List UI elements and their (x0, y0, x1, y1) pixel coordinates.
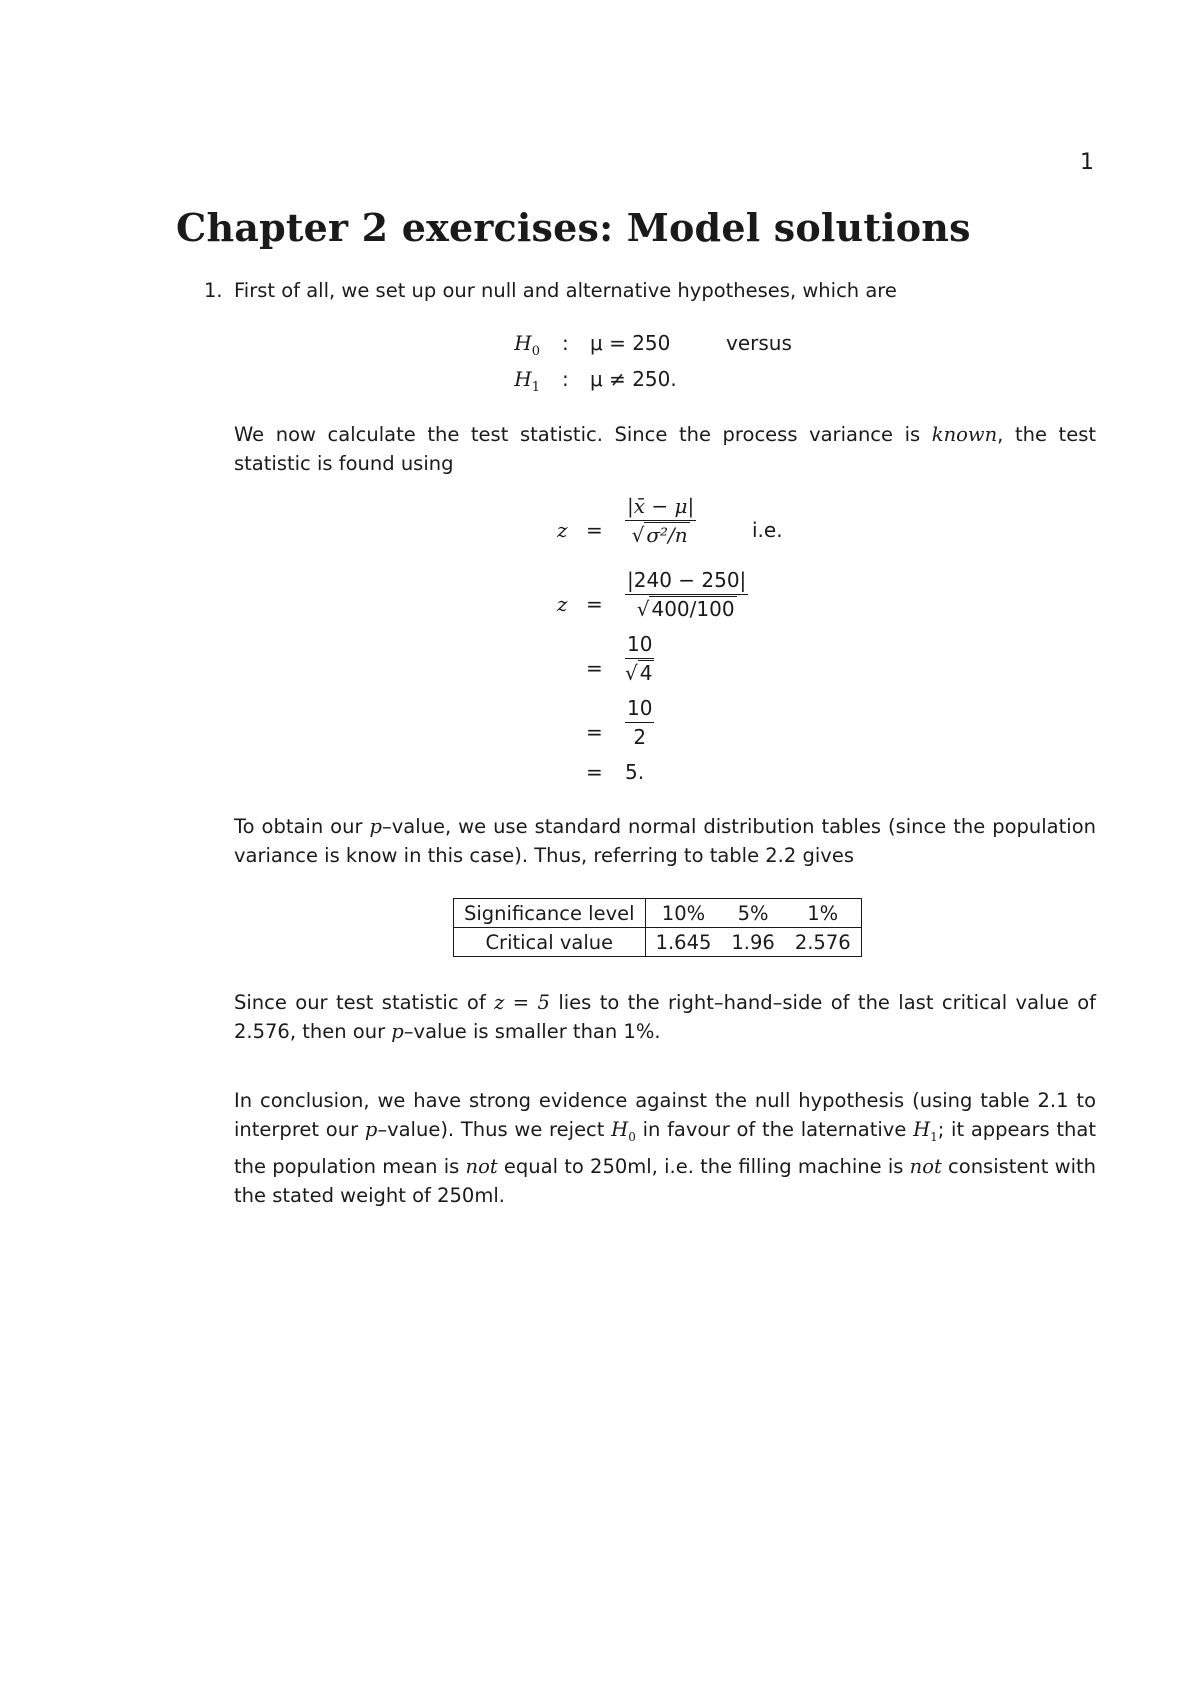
table-cell: 2.576 (785, 928, 861, 957)
not-emphasis: not (909, 1154, 942, 1178)
table-row-label: Significance level (454, 899, 646, 928)
eq-equals-5: = (586, 760, 603, 784)
hypothesis-alternative (490, 362, 790, 396)
pvalue-text-a: To obtain our (234, 815, 363, 838)
known-emphasis: known (931, 423, 998, 446)
table-row (454, 928, 862, 957)
h0-statement: μ = 250 (590, 331, 671, 355)
p-symbol: p (364, 1118, 378, 1141)
eq-z-1: z (557, 518, 568, 542)
p-symbol: p (369, 815, 382, 838)
table-cell: 5% (721, 899, 784, 928)
step2-denominator: 4 (639, 661, 653, 685)
h0-inline: $H_0$ (611, 1118, 636, 1144)
since-text (234, 988, 1096, 1046)
h1-inline: $H_1$ (913, 1118, 938, 1144)
conclusion-text-b: –value). Thus we reject (377, 1118, 605, 1141)
versus-label: versus (726, 331, 792, 355)
eq-step2-fraction: $\frac{10}{√ 4}$ (625, 632, 653, 685)
eq-equals-3: = (586, 656, 603, 680)
table-cell: 1.645 (645, 928, 721, 957)
h1-colon: : (562, 367, 569, 391)
since-text-c: –value is smaller than 1%. (403, 1020, 661, 1043)
pvalue-text (234, 812, 1096, 870)
page-number: 1 (1080, 150, 1094, 175)
conclusion-text-f: consistent with the stated weight of 250ml. (234, 1154, 1097, 1207)
h0-colon: : (562, 331, 569, 355)
test-statistic-text (234, 420, 1096, 478)
p-symbol: p (391, 1020, 404, 1043)
formula-numerator: |x̄ − μ| (625, 494, 696, 521)
step3-denominator: 2 (633, 725, 647, 749)
eq-step1-fraction: $\frac{|240 - 250|}{√ 400/100}$ (627, 568, 747, 621)
h0-label: $H_0$ (514, 331, 540, 359)
intro-text: First of all, we set up our null and alternative hypotheses, which are (234, 279, 897, 302)
eq-z-2: z (557, 592, 568, 616)
step2-numerator: 10 (625, 632, 654, 659)
eq-step3-fraction (625, 696, 654, 749)
conclusion-text-d: ; it appears that the population mean is (234, 1118, 1096, 1178)
formula-denominator: σ²/n (646, 523, 688, 547)
eq-equals-1: = (586, 518, 603, 542)
since-text-a: Since our test statistic of (234, 991, 486, 1014)
table-cell: 10% (645, 899, 721, 928)
z-equals-5: z = 5 (494, 991, 550, 1014)
conclusion-text-e: equal to 250ml, i.e. the filling machine is (503, 1154, 904, 1178)
table-row (454, 899, 862, 928)
eq-result: 5. (625, 760, 645, 784)
conclusion-text-a: In conclusion, we have strong evidence against the null hypothesis (using table 2.1 to interpret our (234, 1089, 1096, 1141)
eq-formula-fraction: $\frac{|x̄ - \mu|}{\text{√ σ²/n}}$ (627, 494, 695, 547)
not-emphasis: not (465, 1154, 498, 1178)
h1-label: $H_1$ (514, 367, 540, 395)
test-stat-text-b: , the test statistic is found using (234, 423, 1096, 475)
page-title: Chapter 2 exercises: Model solutions (176, 205, 971, 250)
h1-statement: μ ≠ 250. (590, 367, 677, 391)
eq-equals-4: = (586, 720, 603, 744)
step3-numerator: 10 (625, 696, 654, 723)
ie-label: i.e. (752, 518, 783, 542)
since-text-b: lies to the right–hand–side of the last critical value of 2.576, then our (234, 991, 1096, 1043)
conclusion-text-c: in favour of the laternative (642, 1118, 907, 1141)
step1-denominator: 400/100 (651, 597, 735, 621)
step1-numerator: |240 − 250| (625, 568, 748, 595)
exercise-number: 1. (204, 279, 223, 302)
eq-equals-2: = (586, 592, 603, 616)
table-cell: 1.96 (721, 928, 784, 957)
table-cell: 1% (785, 899, 861, 928)
pvalue-text-b: –value, we use standard normal distribution tables (since the population variance is know in this case). Thus, referring to table 2.2 gives (234, 815, 1096, 867)
hypothesis-null (490, 326, 790, 360)
critical-values-table (453, 898, 862, 957)
table-row-label: Critical value (454, 928, 646, 957)
test-stat-text-a: We now calculate the test statistic. Since the process variance is (234, 423, 921, 446)
conclusion-text (234, 1086, 1096, 1210)
